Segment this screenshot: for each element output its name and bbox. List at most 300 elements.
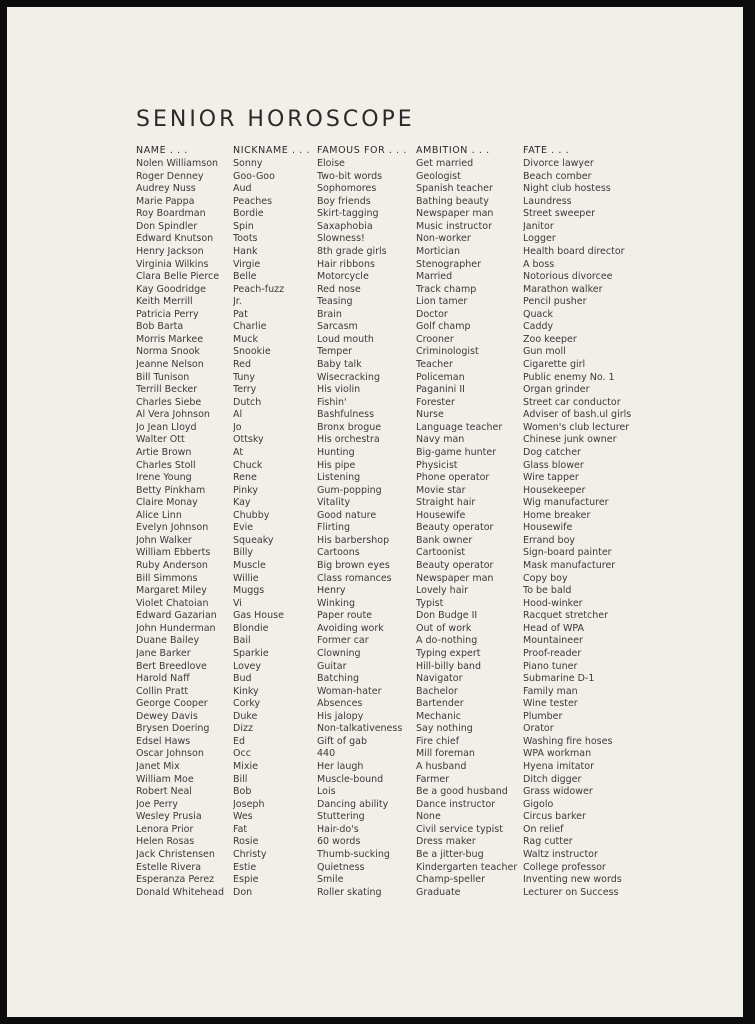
table-row bbox=[136, 372, 658, 385]
cell-nickname: Bob bbox=[233, 786, 252, 798]
cell-famous-for: 8th grade girls bbox=[317, 245, 387, 257]
cell-nickname: Bud bbox=[233, 673, 252, 685]
cell-famous-for: Sophomores bbox=[317, 183, 377, 195]
cell-ambition: Civil service typist bbox=[416, 823, 503, 835]
table-row bbox=[136, 334, 658, 347]
cell-ambition: A do-nothing bbox=[416, 635, 478, 647]
cell-fate: Wire tapper bbox=[523, 472, 579, 484]
table-row bbox=[136, 661, 658, 674]
cell-name: Jane Barker bbox=[136, 647, 191, 659]
cell-famous-for: Red nose bbox=[317, 283, 361, 295]
table-row bbox=[136, 774, 658, 787]
cell-ambition: Paganini II bbox=[416, 384, 465, 396]
cell-famous-for: Dancing ability bbox=[317, 798, 389, 810]
cell-famous-for: Motorcycle bbox=[317, 271, 369, 283]
cell-name: Don Spindler bbox=[136, 220, 198, 232]
cell-ambition: Typing expert bbox=[416, 647, 481, 659]
cell-famous-for: Teasing bbox=[317, 296, 353, 308]
cell-ambition: Phone operator bbox=[416, 472, 490, 484]
cell-nickname: Belle bbox=[233, 271, 257, 283]
cell-fate: Zoo keeper bbox=[523, 333, 577, 345]
cell-famous-for: Hunting bbox=[317, 446, 355, 458]
cell-ambition: Out of work bbox=[416, 622, 472, 634]
cell-fate: Public enemy No. 1 bbox=[523, 371, 615, 383]
cell-name: Al Vera Johnson bbox=[136, 409, 210, 421]
cell-famous-for: Temper bbox=[317, 346, 353, 358]
table-row bbox=[136, 409, 658, 422]
table-row bbox=[136, 698, 658, 711]
cell-ambition: Physicist bbox=[416, 459, 458, 471]
cell-fate: Orator bbox=[523, 723, 554, 735]
cell-fate: Beach comber bbox=[523, 170, 592, 182]
table-row bbox=[136, 623, 658, 636]
cell-ambition: Hill-billy band bbox=[416, 660, 481, 672]
table-row bbox=[136, 422, 658, 435]
cell-name: Betty Pinkham bbox=[136, 484, 206, 496]
page-title: SENIOR HOROSCOPE bbox=[136, 107, 415, 132]
cell-name: Audrey Nuss bbox=[136, 183, 196, 195]
cell-name: Dewey Davis bbox=[136, 710, 198, 722]
cell-ambition: Fire chief bbox=[416, 735, 460, 747]
cell-name: William Moe bbox=[136, 773, 194, 785]
cell-famous-for: Gum-popping bbox=[317, 484, 382, 496]
cell-famous-for: Smile bbox=[317, 874, 344, 886]
cell-name: Edward Knutson bbox=[136, 233, 214, 245]
table-row bbox=[136, 610, 658, 623]
cell-name: Lenora Prior bbox=[136, 823, 194, 835]
cell-fate: Housewife bbox=[523, 522, 573, 534]
cell-famous-for: His violin bbox=[317, 384, 361, 396]
cell-ambition: Graduate bbox=[416, 886, 461, 898]
cell-famous-for: Saxaphobia bbox=[317, 220, 373, 232]
cell-famous-for: Brain bbox=[317, 308, 342, 320]
cell-nickname: Blondie bbox=[233, 622, 269, 634]
table-row bbox=[136, 748, 658, 761]
cell-fate: Family man bbox=[523, 685, 578, 697]
cell-fate: Health board director bbox=[523, 245, 625, 257]
table-row bbox=[136, 259, 658, 272]
cell-ambition: Non-worker bbox=[416, 233, 471, 245]
cell-fate: Errand boy bbox=[523, 534, 576, 546]
cell-nickname: Bordie bbox=[233, 208, 264, 220]
cell-nickname: Peaches bbox=[233, 195, 273, 207]
table-row bbox=[136, 208, 658, 221]
table-row bbox=[136, 887, 658, 900]
cell-name: Wesley Prusia bbox=[136, 811, 202, 823]
header-nickname: NICKNAME . . . bbox=[233, 145, 311, 156]
table-row bbox=[136, 824, 658, 837]
cell-ambition: None bbox=[416, 811, 441, 823]
cell-ambition: Dress maker bbox=[416, 836, 476, 848]
cell-name: Margaret Miley bbox=[136, 585, 207, 597]
cell-fate: Gigolo bbox=[523, 798, 554, 810]
cell-ambition: Straight hair bbox=[416, 497, 476, 509]
cell-ambition: Mechanic bbox=[416, 710, 461, 722]
cell-nickname: Rosie bbox=[233, 836, 259, 848]
cell-ambition: Forester bbox=[416, 396, 455, 408]
cell-ambition: Be a jitter-bug bbox=[416, 848, 484, 860]
table-row bbox=[136, 485, 658, 498]
cell-name: Charles Stoll bbox=[136, 459, 196, 471]
cell-fate: Logger bbox=[523, 233, 556, 245]
cell-famous-for: Gift of gab bbox=[317, 735, 367, 747]
cell-name: Jeanne Nelson bbox=[136, 359, 204, 370]
cell-name: Bert Breedlove bbox=[136, 660, 207, 672]
cell-name: Patricia Perry bbox=[136, 308, 199, 320]
cell-nickname: Ed bbox=[233, 735, 246, 747]
cell-fate: Laundress bbox=[523, 195, 572, 207]
cell-famous-for: Two-bit words bbox=[317, 170, 383, 182]
cell-fate: Night club hostess bbox=[523, 183, 611, 195]
cell-fate: Hood-winker bbox=[523, 597, 583, 609]
cell-name: Kay Goodridge bbox=[136, 283, 206, 295]
table-row bbox=[136, 648, 658, 661]
cell-fate: Janitor bbox=[523, 220, 554, 232]
cell-fate: Glass blower bbox=[523, 459, 584, 471]
cell-nickname: Occ bbox=[233, 748, 251, 760]
cell-fate: Street sweeper bbox=[523, 208, 596, 220]
cell-fate: Wine tester bbox=[523, 698, 578, 710]
cell-fate: A boss bbox=[523, 258, 555, 270]
cell-famous-for: His jalopy bbox=[317, 710, 364, 722]
cell-name: George Cooper bbox=[136, 698, 208, 710]
table-row bbox=[136, 849, 658, 862]
cell-fate: Wig manufacturer bbox=[523, 497, 609, 509]
cell-nickname: Goo-Goo bbox=[233, 170, 275, 182]
cell-famous-for: Wisecracking bbox=[317, 371, 380, 383]
cell-name: Helen Rosas bbox=[136, 836, 195, 848]
cell-nickname: Jo bbox=[233, 421, 242, 433]
table-row bbox=[136, 686, 658, 699]
table-row bbox=[136, 723, 658, 736]
table-row bbox=[136, 460, 658, 473]
cell-nickname: Tuny bbox=[233, 371, 256, 383]
cell-nickname: Terry bbox=[233, 384, 257, 396]
cell-nickname: Mixie bbox=[233, 761, 258, 772]
cell-ambition: Lion tamer bbox=[416, 296, 468, 308]
table-row bbox=[136, 447, 658, 460]
cell-ambition: Navy man bbox=[416, 434, 465, 446]
cell-famous-for: Absences bbox=[317, 698, 363, 710]
cell-nickname: Muck bbox=[233, 333, 258, 345]
cell-famous-for: Loud mouth bbox=[317, 333, 374, 345]
table-row bbox=[136, 836, 658, 849]
header-name: NAME . . . bbox=[136, 145, 188, 156]
cell-famous-for: Flirting bbox=[317, 522, 351, 534]
cell-fate: Quack bbox=[523, 308, 554, 320]
cell-famous-for: Bronx brogue bbox=[317, 421, 382, 433]
cell-name: Henry Jackson bbox=[136, 245, 204, 257]
cell-famous-for: Former car bbox=[317, 635, 369, 647]
cell-name: Keith Merrill bbox=[136, 296, 193, 308]
cell-fate: Waltz instructor bbox=[523, 848, 598, 860]
cell-fate: Adviser of bash.ul girls bbox=[523, 409, 632, 421]
cell-name: Virginia Wilkins bbox=[136, 258, 209, 270]
cell-name: Bill Simmons bbox=[136, 572, 198, 584]
cell-nickname: Al bbox=[233, 409, 243, 421]
table-row bbox=[136, 547, 658, 560]
cell-ambition: Get married bbox=[416, 158, 474, 169]
cell-name: Terrill Becker bbox=[136, 384, 198, 396]
cell-nickname: Vi bbox=[233, 597, 242, 609]
cell-ambition: Don Budge II bbox=[416, 610, 478, 622]
cell-ambition: Be a good husband bbox=[416, 786, 508, 798]
cell-nickname: Virgie bbox=[233, 258, 261, 270]
cell-fate: Circus barker bbox=[523, 811, 586, 823]
cell-name: Duane Bailey bbox=[136, 635, 200, 647]
table-row bbox=[136, 799, 658, 812]
cell-fate: Mask manufacturer bbox=[523, 560, 616, 571]
cell-famous-for: Guitar bbox=[317, 660, 347, 672]
cell-name: Jo Jean Lloyd bbox=[136, 421, 197, 433]
cell-fate: Mountaineer bbox=[523, 635, 583, 647]
cell-ambition: Movie star bbox=[416, 484, 466, 496]
table-row bbox=[136, 346, 658, 359]
cell-nickname: Joseph bbox=[233, 798, 265, 810]
cell-famous-for: Roller skating bbox=[317, 886, 382, 898]
cell-nickname: Sparkie bbox=[233, 647, 269, 659]
cell-ambition: Golf champ bbox=[416, 321, 471, 333]
cell-name: Joe Perry bbox=[136, 798, 178, 810]
cell-ambition: Bartender bbox=[416, 698, 464, 710]
cell-nickname: Jr. bbox=[233, 296, 242, 308]
cell-fate: Racquet stretcher bbox=[523, 610, 609, 622]
cell-fate: Street car conductor bbox=[523, 396, 621, 408]
cell-fate: College professor bbox=[523, 861, 606, 873]
cell-fate: Plumber bbox=[523, 710, 563, 722]
cell-ambition: Criminologist bbox=[416, 346, 479, 358]
cell-fate: Dog catcher bbox=[523, 446, 581, 458]
cell-name: Alice Linn bbox=[136, 509, 182, 521]
cell-famous-for: Clowning bbox=[317, 647, 361, 659]
cell-ambition: Housewife bbox=[416, 509, 466, 521]
cell-nickname: Gas House bbox=[233, 610, 284, 622]
cell-fate: Washing fire hoses bbox=[523, 735, 613, 747]
cell-nickname: Bail bbox=[233, 635, 251, 647]
cell-ambition: Doctor bbox=[416, 308, 448, 320]
cell-ambition: Typist bbox=[416, 597, 444, 609]
cell-famous-for: Her laugh bbox=[317, 761, 364, 772]
cell-famous-for: Thumb-sucking bbox=[317, 848, 390, 860]
cell-nickname: Peach-fuzz bbox=[233, 283, 285, 295]
cell-nickname: Christy bbox=[233, 848, 267, 860]
cell-famous-for: Lois bbox=[317, 786, 336, 798]
cell-name: Estelle Rivera bbox=[136, 861, 202, 873]
cell-famous-for: Paper route bbox=[317, 610, 373, 622]
cell-famous-for: Stuttering bbox=[317, 811, 365, 823]
cell-ambition: Kindergarten teacher bbox=[416, 861, 518, 873]
header-famous-for: FAMOUS FOR . . . bbox=[317, 145, 408, 156]
cell-ambition: Farmer bbox=[416, 773, 450, 785]
table-row bbox=[136, 560, 658, 573]
table-row bbox=[136, 497, 658, 510]
cell-name: Donald Whitehead bbox=[136, 886, 225, 898]
cell-ambition: Beauty operator bbox=[416, 560, 494, 571]
cell-ambition: Crooner bbox=[416, 333, 454, 345]
cell-nickname: Evie bbox=[233, 522, 254, 534]
cell-nickname: Don bbox=[233, 886, 253, 898]
table-row bbox=[136, 397, 658, 410]
cell-nickname: Estie bbox=[233, 861, 257, 873]
table-row bbox=[136, 296, 658, 309]
cell-nickname: Toots bbox=[233, 233, 258, 245]
cell-name: Edward Gazarian bbox=[136, 610, 217, 622]
cell-fate: Submarine D-1 bbox=[523, 673, 595, 685]
cell-ambition: Bachelor bbox=[416, 685, 458, 697]
table-row bbox=[136, 233, 658, 246]
cell-fate: Marathon walker bbox=[523, 283, 603, 295]
cell-fate: Organ grinder bbox=[523, 384, 590, 396]
cell-fate: On relief bbox=[523, 823, 564, 835]
cell-name: Ruby Anderson bbox=[136, 560, 208, 571]
cell-famous-for: Hair ribbons bbox=[317, 258, 375, 270]
cell-ambition: Dance instructor bbox=[416, 798, 496, 810]
table-row bbox=[136, 271, 658, 284]
cell-fate: Home breaker bbox=[523, 509, 591, 521]
cell-name: Brysen Doering bbox=[136, 723, 210, 735]
cell-ambition: Cartoonist bbox=[416, 547, 466, 559]
cell-famous-for: Henry bbox=[317, 585, 346, 597]
cell-famous-for: Skirt-tagging bbox=[317, 208, 379, 220]
cell-nickname: Espie bbox=[233, 874, 259, 886]
cell-ambition: A husband bbox=[416, 761, 467, 772]
cell-fate: Caddy bbox=[523, 321, 554, 333]
cell-name: Marie Pappa bbox=[136, 195, 195, 207]
cell-ambition: Married bbox=[416, 271, 453, 283]
cell-fate: Sign-board painter bbox=[523, 547, 612, 559]
cell-fate: Grass widower bbox=[523, 786, 593, 798]
cell-fate: Inventing new words bbox=[523, 874, 622, 886]
cell-name: Artie Brown bbox=[136, 446, 192, 458]
cell-famous-for: 60 words bbox=[317, 836, 361, 848]
table-row bbox=[136, 321, 658, 334]
cell-name: Robert Neal bbox=[136, 786, 192, 798]
cell-fate: Women's club lecturer bbox=[523, 421, 630, 433]
cell-fate: Housekeeper bbox=[523, 484, 586, 496]
cell-famous-for: Avoiding work bbox=[317, 622, 384, 634]
table-row bbox=[136, 673, 658, 686]
table-row bbox=[136, 472, 658, 485]
cell-name: Janet Mix bbox=[136, 761, 180, 772]
cell-name: John Walker bbox=[136, 534, 192, 546]
cell-nickname: Bill bbox=[233, 773, 248, 785]
cell-nickname: Rene bbox=[233, 472, 257, 484]
cell-ambition: Teacher bbox=[416, 359, 453, 370]
cell-nickname: Sonny bbox=[233, 158, 263, 169]
table-row bbox=[136, 635, 658, 648]
cell-famous-for: Listening bbox=[317, 472, 361, 484]
cell-famous-for: His pipe bbox=[317, 459, 356, 471]
cell-name: Edsel Haws bbox=[136, 735, 191, 747]
cell-name: John Hunderman bbox=[136, 622, 216, 634]
cell-ambition: Newspaper man bbox=[416, 208, 494, 220]
header-fate: FATE . . . bbox=[523, 145, 570, 156]
cell-nickname: Spin bbox=[233, 220, 254, 232]
cell-ambition: Bank owner bbox=[416, 534, 473, 546]
cell-nickname: Dizz bbox=[233, 723, 253, 735]
cell-nickname: Ottsky bbox=[233, 434, 264, 446]
cell-famous-for: Class romances bbox=[317, 572, 392, 584]
cell-fate: Chinese junk owner bbox=[523, 434, 617, 446]
cell-fate: Hyena imitator bbox=[523, 761, 594, 772]
table-row bbox=[136, 183, 658, 196]
cell-fate: To be bald bbox=[523, 585, 572, 597]
cell-name: Evelyn Johnson bbox=[136, 522, 209, 534]
table-row bbox=[136, 598, 658, 611]
table-row bbox=[136, 811, 658, 824]
cell-fate: Proof-reader bbox=[523, 647, 582, 659]
cell-fate: Divorce lawyer bbox=[523, 158, 594, 169]
cell-famous-for: Bashfulness bbox=[317, 409, 375, 421]
cell-famous-for: Sarcasm bbox=[317, 321, 358, 333]
cell-name: Bob Barta bbox=[136, 321, 184, 333]
cell-famous-for: Vitality bbox=[317, 497, 351, 509]
cell-famous-for: Hair-do's bbox=[317, 823, 359, 835]
table-row bbox=[136, 359, 658, 372]
cell-famous-for: Cartoons bbox=[317, 547, 360, 559]
cell-ambition: Mill foreman bbox=[416, 748, 475, 760]
cell-fate: Copy boy bbox=[523, 572, 568, 584]
cell-name: Morris Markee bbox=[136, 333, 204, 345]
cell-nickname: Kinky bbox=[233, 685, 259, 697]
horoscope-table bbox=[136, 158, 658, 899]
horoscope-table-body bbox=[136, 158, 658, 899]
cell-fate: Piano tuner bbox=[523, 660, 578, 672]
cell-nickname: Chubby bbox=[233, 509, 270, 521]
cell-name: Roger Denney bbox=[136, 170, 204, 182]
cell-ambition: Beauty operator bbox=[416, 522, 494, 534]
cell-ambition: Big-game hunter bbox=[416, 446, 497, 458]
cell-name: Clara Belle Pierce bbox=[136, 271, 220, 283]
cell-nickname: Hank bbox=[233, 245, 258, 257]
cell-famous-for: 440 bbox=[317, 748, 336, 760]
cell-ambition: Policeman bbox=[416, 371, 465, 383]
cell-nickname: Fat bbox=[233, 823, 248, 835]
cell-name: Oscar Johnson bbox=[136, 748, 204, 760]
cell-ambition: Stenographer bbox=[416, 258, 481, 270]
table-row bbox=[136, 384, 658, 397]
cell-nickname: Lovey bbox=[233, 660, 262, 672]
cell-name: Norma Snook bbox=[136, 346, 200, 358]
table-row bbox=[136, 246, 658, 259]
cell-nickname: Willie bbox=[233, 572, 259, 584]
cell-nickname: Billy bbox=[233, 547, 254, 559]
cell-name: Esperanza Perez bbox=[136, 874, 215, 886]
cell-ambition: Music instructor bbox=[416, 220, 492, 232]
cell-famous-for: Fishin' bbox=[317, 396, 347, 408]
cell-famous-for: Muscle-bound bbox=[317, 773, 384, 785]
cell-nickname: Muscle bbox=[233, 560, 266, 571]
header-ambition: AMBITION . . . bbox=[416, 145, 490, 156]
table-row bbox=[136, 786, 658, 799]
cell-ambition: Nurse bbox=[416, 409, 444, 421]
cell-famous-for: Slowness! bbox=[317, 233, 365, 245]
table-row bbox=[136, 874, 658, 887]
cell-famous-for: Good nature bbox=[317, 509, 377, 521]
cell-name: Collin Pratt bbox=[136, 685, 189, 697]
cell-fate: Ditch digger bbox=[523, 773, 582, 785]
cell-nickname: Wes bbox=[233, 811, 253, 823]
cell-nickname: Chuck bbox=[233, 459, 263, 471]
cell-name: Roy Boardman bbox=[136, 208, 206, 220]
cell-nickname: Snookie bbox=[233, 346, 271, 358]
cell-ambition: Mortician bbox=[416, 245, 460, 257]
cell-famous-for: Big brown eyes bbox=[317, 560, 390, 571]
table-row bbox=[136, 522, 658, 535]
cell-ambition: Bathing beauty bbox=[416, 195, 489, 207]
cell-famous-for: Woman-hater bbox=[317, 685, 382, 697]
cell-name: Harold Naff bbox=[136, 673, 190, 685]
